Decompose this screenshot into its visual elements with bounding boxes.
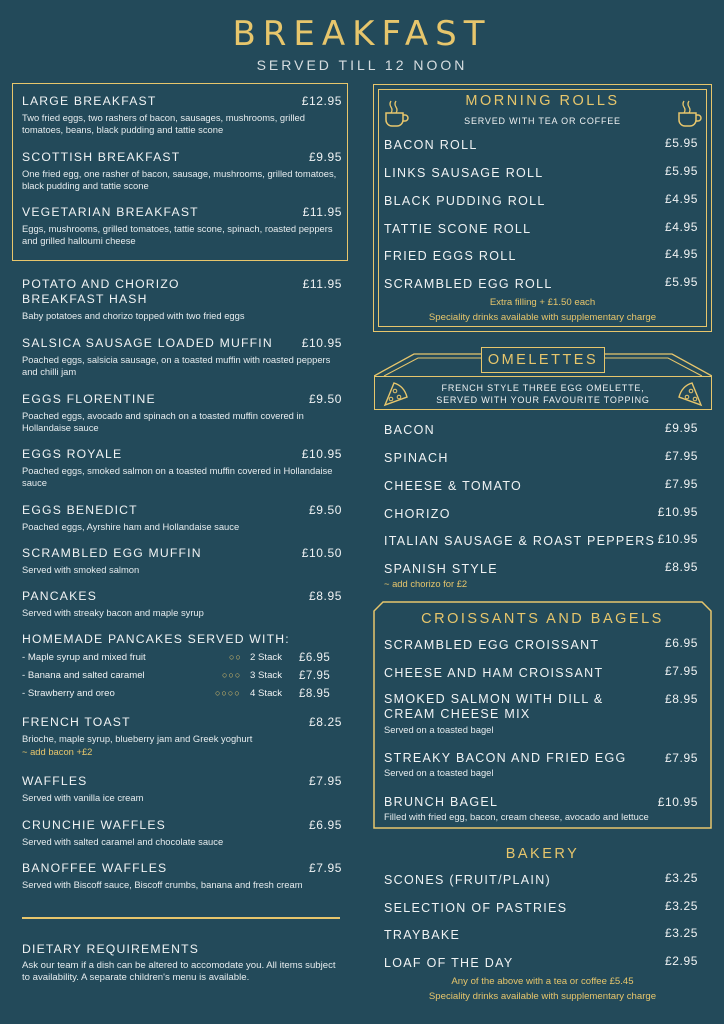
pancakes-heading: HOMEMADE PANCAKES SERVED WITH:	[22, 632, 290, 646]
menu-item: CHEESE & TOMATO £7.95	[384, 477, 698, 493]
morning-rolls-heading: MORNING ROLLS	[465, 93, 620, 109]
menu-item: SPANISH STYLE £8.95	[384, 560, 698, 576]
pancake-choice: - Banana and salted caramel ○○○ 3 Stack £7.95	[22, 670, 331, 682]
menu-item: VEGETARIAN BREAKFAST £11.95 Eggs, mushrooms, grilled tomatoes, tattie scone, spinach, roasted peppers and grilled halloumi cheese	[22, 205, 342, 246]
divider	[22, 917, 340, 919]
menu-item: WAFFLES £7.95 Served with vanilla ice cream	[22, 774, 342, 803]
bakery-note: Any of the above with a tea or coffee £5.45 Speciality drinks available with supplementary charge	[428, 976, 657, 1002]
menu-item: STREAKY BACON AND FRIED EGG £7.95 Served on a toasted bagel	[384, 751, 698, 778]
menu-item: SCRAMBLED EGG MUFFIN £10.50 Served with smoked salmon	[22, 546, 342, 575]
croissants-heading: CROISSANTS AND BAGELS	[421, 611, 664, 627]
dietary-heading: DIETARY REQUIREMENTS	[22, 942, 200, 956]
menu-item: SPINACH £7.95	[384, 449, 698, 465]
menu-item: SCONES (FRUIT/PLAIN) £3.25	[384, 871, 698, 887]
menu-item: CRUNCHIE WAFFLES £6.95 Served with salted caramel and chocolate sauce	[22, 818, 342, 847]
omelettes-sub: FRENCH STYLE THREE EGG OMELETTE, SERVED WITH YOUR FAVOURITE TOPPING	[436, 383, 650, 405]
coffee-cup-icon	[383, 99, 409, 127]
menu-item: EGGS BENEDICT £9.50 Poached eggs, Ayrshire ham and Hollandaise sauce	[22, 503, 342, 532]
menu-item: BLACK PUDDING ROLL £4.95	[384, 192, 698, 208]
menu-title: BREAKFAST	[232, 14, 492, 54]
dietary-text: Ask our team if a dish can be altered to accomodate you. All items subject to availability. A separate children's menu is available.	[22, 960, 336, 983]
menu-item: SCRAMBLED EGG ROLL £5.95	[384, 275, 698, 291]
pancake-choice: - Maple syrup and mixed fruit ○○ 2 Stack £6.95	[22, 652, 331, 664]
menu-item: LARGE BREAKFAST £12.95 Two fried eggs, two rashers of bacon, sausages, mushrooms, grilled tomatoes, beans, black pudding and tattie scone	[22, 94, 342, 135]
dietary-section	[22, 942, 342, 984]
menu-item: SCOTTISH BREAKFAST £9.95 One fried egg, one rasher of bacon, sausage, mushrooms, grilled tomatoes, black pudding and tattie scone	[22, 150, 342, 191]
menu-item: EGGS FLORENTINE £9.50 Poached eggs, avocado and spinach on a toasted muffin covered in Hollandaise sauce	[22, 392, 342, 433]
menu-item: SELECTION OF PASTRIES £3.25	[384, 899, 698, 915]
menu-item: LOAF OF THE DAY £2.95	[384, 954, 698, 970]
pizza-slice-icon	[382, 380, 410, 408]
menu-subtitle: SERVED TILL 12 NOON	[256, 57, 468, 73]
menu-item: FRENCH TOAST £8.25 Brioche, maple syrup, blueberry jam and Greek yoghurt ~ add bacon +£2	[22, 715, 342, 757]
menu-item: CHORIZO £10.95	[384, 505, 698, 521]
morning-rolls-sub: SERVED WITH TEA OR COFFEE	[464, 116, 621, 126]
menu-item: SCRAMBLED EGG CROISSANT £6.95	[384, 636, 698, 652]
menu-item: CHEESE AND HAM CROISSANT £7.95	[384, 664, 698, 680]
omelettes-addon: ~ add chorizo for £2	[384, 578, 468, 589]
menu-item: PANCAKES £8.95 Served with streaky bacon and maple syrup	[22, 589, 342, 618]
pancake-choice: - Strawberry and oreo ○○○○ 4 Stack £8.95	[22, 688, 331, 700]
menu-item: BRUNCH BAGEL £10.95 Filled with fried egg, bacon, cream cheese, avocado and lettuce	[384, 795, 698, 822]
menu-item: POTATO AND CHORIZO BREAKFAST HASH £11.95 Baby potatoes and chorizo topped with two fried eggs	[22, 277, 342, 321]
menu-item: BACON £9.95	[384, 421, 698, 437]
menu-item: FRIED EGGS ROLL £4.95	[384, 247, 698, 263]
menu-item: TATTIE SCONE ROLL £4.95	[384, 220, 698, 236]
menu-item: BACON ROLL £5.95	[384, 136, 698, 152]
rolls-note: Extra filling + £1.50 each Speciality drinks available with supplementary charge	[428, 297, 657, 323]
menu-item: BANOFFEE WAFFLES £7.95 Served with Biscoff sauce, Biscoff crumbs, banana and fresh cream	[22, 861, 342, 890]
menu-item: SALSICA SAUSAGE LOADED MUFFIN £10.95 Poached eggs, salsicia sausage, on a toasted muffin with roasted peppers and chilli jam	[22, 336, 342, 377]
bakery-heading: BAKERY	[505, 846, 580, 862]
menu-item: ITALIAN SAUSAGE & ROAST PEPPERS £10.95	[384, 532, 698, 548]
menu-item: TRAYBAKE £3.25	[384, 926, 698, 942]
menu-item: LINKS SAUSAGE ROLL £5.95	[384, 164, 698, 180]
pizza-slice-icon	[676, 380, 704, 408]
menu-item: EGGS ROYALE £10.95 Poached eggs, smoked salmon on a toasted muffin covered in Hollandaise sauce	[22, 447, 342, 488]
coffee-cup-icon	[676, 99, 702, 127]
menu-item: SMOKED SALMON WITH DILL & CREAM CHEESE MIX £8.95 Served on a toasted bagel	[384, 692, 698, 735]
omelettes-heading: OMELETTES	[481, 347, 605, 373]
